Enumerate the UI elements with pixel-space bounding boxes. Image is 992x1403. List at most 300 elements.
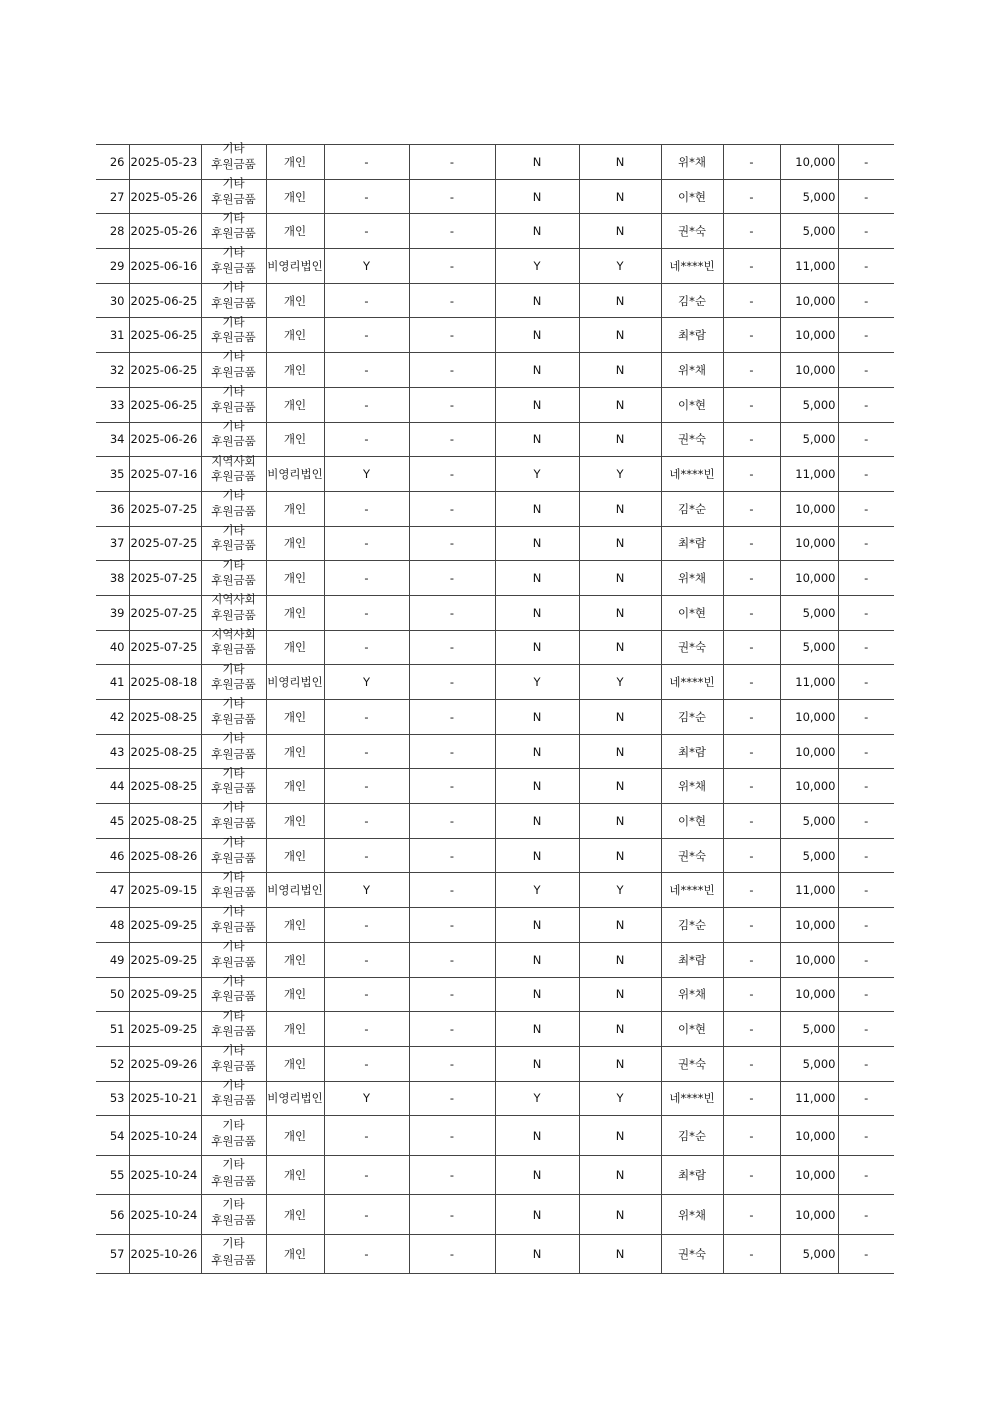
column-10-cell: - xyxy=(723,734,780,769)
column-7-cell: N xyxy=(495,595,579,630)
column-8-cell: N xyxy=(579,595,661,630)
date-cell: 2025-10-21 xyxy=(129,1081,201,1116)
category-line-2: 후원금품 xyxy=(211,1134,256,1148)
column-12-cell: - xyxy=(838,561,894,596)
donor-type-cell: 개인 xyxy=(266,318,324,353)
category-cell xyxy=(201,1077,266,1116)
column-10-cell: - xyxy=(723,804,780,839)
donor-name-cell: 김*순 xyxy=(661,491,723,526)
amount-cell: 5,000 xyxy=(780,387,838,422)
column-8-cell: N xyxy=(579,179,661,214)
category-line-1: 기타 xyxy=(222,488,245,503)
category-line-2: 후원금품 xyxy=(211,503,256,518)
date-cell: 2025-07-25 xyxy=(129,561,201,596)
column-7-cell: N xyxy=(495,1234,579,1274)
column-8-cell: N xyxy=(579,942,661,977)
column-12-cell: - xyxy=(838,491,894,526)
column-12-cell: - xyxy=(838,1195,894,1235)
donor-type-cell: 개인 xyxy=(266,1012,324,1047)
column-8-cell: N xyxy=(579,769,661,804)
donor-type-cell: 개인 xyxy=(266,283,324,318)
column-12-cell: - xyxy=(838,387,894,422)
date-cell: 2025-07-25 xyxy=(129,491,201,526)
column-12-cell: - xyxy=(838,1012,894,1047)
donor-type-cell: 개인 xyxy=(266,630,324,665)
amount-cell: 10,000 xyxy=(780,318,838,353)
category-line-1: 기타 xyxy=(222,1196,245,1211)
category-line-1: 기타 xyxy=(222,349,245,364)
donor-name-cell: 김*순 xyxy=(661,1116,723,1156)
column-5-cell: - xyxy=(324,700,409,735)
category-line-2: 후원금품 xyxy=(211,156,256,171)
category-line-2: 후원금품 xyxy=(211,711,256,726)
table-row xyxy=(96,1234,894,1274)
column-12-cell: - xyxy=(838,179,894,214)
category-cell xyxy=(201,1234,266,1274)
table-row xyxy=(96,630,894,665)
category-line-1: 기타 xyxy=(222,869,245,884)
column-12-cell: - xyxy=(838,526,894,561)
donor-name-cell: 네****빈 xyxy=(661,1081,723,1116)
category-cell xyxy=(201,314,266,353)
donor-type-cell: 개인 xyxy=(266,387,324,422)
donor-type-cell: 개인 xyxy=(266,908,324,943)
column-8-cell: Y xyxy=(579,665,661,700)
category-cell xyxy=(201,731,266,769)
category-line-2: 후원금품 xyxy=(211,642,256,657)
column-6-cell: - xyxy=(409,1155,495,1195)
row-number-cell: 39 xyxy=(96,595,129,630)
category-line-1: 기타 xyxy=(222,696,245,711)
row-number-cell: 42 xyxy=(96,700,129,735)
donor-name-cell: 위*채 xyxy=(661,561,723,596)
donor-name-cell: 권*숙 xyxy=(661,838,723,873)
category-cell xyxy=(201,418,266,457)
column-7-cell: N xyxy=(495,1012,579,1047)
donor-type-cell: 개인 xyxy=(266,942,324,977)
column-12-cell: - xyxy=(838,1155,894,1195)
date-cell: 2025-06-25 xyxy=(129,318,201,353)
column-7-cell: N xyxy=(495,700,579,735)
donor-name-cell: 이*현 xyxy=(661,595,723,630)
amount-cell: 10,000 xyxy=(780,1116,838,1156)
column-12-cell: - xyxy=(838,700,894,735)
column-8-cell: N xyxy=(579,1155,661,1195)
amount-cell: 10,000 xyxy=(780,491,838,526)
column-7-cell: N xyxy=(495,422,579,457)
donor-type-cell: 개인 xyxy=(266,595,324,630)
donor-type-cell: 개인 xyxy=(266,1046,324,1081)
column-10-cell: - xyxy=(723,491,780,526)
column-10-cell: - xyxy=(723,665,780,700)
column-7-cell: N xyxy=(495,908,579,943)
column-5-cell: - xyxy=(324,838,409,873)
category-line-2: 후원금품 xyxy=(211,226,256,241)
amount-cell: 5,000 xyxy=(780,422,838,457)
column-7-cell: N xyxy=(495,179,579,214)
category-line-2: 후원금품 xyxy=(211,989,256,1004)
table-row xyxy=(96,1046,894,1081)
column-6-cell: - xyxy=(409,838,495,873)
donor-type-cell: 비영리법인 xyxy=(266,665,324,700)
category-line-1: 기타 xyxy=(222,245,245,260)
column-8-cell: N xyxy=(579,838,661,873)
category-cell xyxy=(201,453,266,492)
column-7-cell: N xyxy=(495,387,579,422)
column-10-cell: - xyxy=(723,1234,780,1274)
category-line-1: 기타 xyxy=(222,210,245,225)
column-5-cell: - xyxy=(324,214,409,249)
column-10-cell: - xyxy=(723,422,780,457)
donation-table xyxy=(96,141,894,1274)
table-row xyxy=(96,734,894,769)
category-line-1: 기타 xyxy=(222,1157,245,1171)
column-8-cell: N xyxy=(579,561,661,596)
donor-type-cell: 개인 xyxy=(266,1116,324,1156)
table-row xyxy=(96,769,894,804)
donor-type-cell: 개인 xyxy=(266,1155,324,1195)
column-6-cell: - xyxy=(409,1012,495,1047)
column-7-cell: N xyxy=(495,977,579,1012)
donor-type-cell: 개인 xyxy=(266,700,324,735)
row-number-cell: 27 xyxy=(96,179,129,214)
category-line-2: 후원금품 xyxy=(211,191,256,206)
column-7-cell: N xyxy=(495,769,579,804)
column-7-cell: N xyxy=(495,942,579,977)
column-6-cell: - xyxy=(409,942,495,977)
column-5-cell: - xyxy=(324,595,409,630)
column-12-cell: - xyxy=(838,804,894,839)
category-line-2: 후원금품 xyxy=(211,434,256,449)
donor-name-cell: 위*채 xyxy=(661,353,723,388)
column-12-cell: - xyxy=(838,249,894,284)
category-line-1: 기타 xyxy=(222,141,245,156)
row-number-cell: 51 xyxy=(96,1012,129,1047)
amount-cell: 5,000 xyxy=(780,1234,838,1274)
date-cell: 2025-10-24 xyxy=(129,1116,201,1156)
row-number-cell: 45 xyxy=(96,804,129,839)
table-row xyxy=(96,457,894,492)
category-cell xyxy=(201,245,266,284)
row-number-cell: 48 xyxy=(96,908,129,943)
table-row xyxy=(96,1012,894,1047)
amount-cell: 11,000 xyxy=(780,1081,838,1116)
column-8-cell: N xyxy=(579,804,661,839)
donor-type-cell: 개인 xyxy=(266,214,324,249)
column-7-cell: N xyxy=(495,1116,579,1156)
column-10-cell: - xyxy=(723,214,780,249)
category-line-2: 후원금품 xyxy=(211,954,256,969)
column-12-cell: - xyxy=(838,977,894,1012)
column-5-cell: - xyxy=(324,977,409,1012)
category-cell xyxy=(201,176,266,214)
category-cell xyxy=(201,869,266,908)
donor-name-cell: 위*채 xyxy=(661,769,723,804)
row-number-cell: 29 xyxy=(96,249,129,284)
amount-cell: 10,000 xyxy=(780,561,838,596)
date-cell: 2025-06-25 xyxy=(129,283,201,318)
table-row xyxy=(96,1081,894,1116)
column-12-cell: - xyxy=(838,665,894,700)
date-cell: 2025-07-25 xyxy=(129,630,201,665)
column-6-cell: - xyxy=(409,179,495,214)
column-7-cell: N xyxy=(495,804,579,839)
column-8-cell: N xyxy=(579,145,661,180)
column-7-cell: N xyxy=(495,214,579,249)
date-cell: 2025-09-25 xyxy=(129,977,201,1012)
row-number-cell: 50 xyxy=(96,977,129,1012)
column-5-cell: Y xyxy=(324,457,409,492)
column-6-cell: - xyxy=(409,908,495,943)
column-5-cell: Y xyxy=(324,873,409,908)
column-10-cell: - xyxy=(723,908,780,943)
donor-name-cell: 권*숙 xyxy=(661,1046,723,1081)
table-row xyxy=(96,214,894,249)
column-6-cell: - xyxy=(409,491,495,526)
table-row xyxy=(96,526,894,561)
date-cell: 2025-05-26 xyxy=(129,214,201,249)
date-cell: 2025-05-23 xyxy=(129,145,201,180)
donor-name-cell: 최*람 xyxy=(661,942,723,977)
column-6-cell: - xyxy=(409,145,495,180)
category-cell xyxy=(201,522,266,561)
category-line-1: 기타 xyxy=(222,522,245,537)
amount-cell: 5,000 xyxy=(780,838,838,873)
category-cell xyxy=(201,349,266,388)
column-6-cell: - xyxy=(409,1234,495,1274)
column-10-cell: - xyxy=(723,942,780,977)
amount-cell: 10,000 xyxy=(780,769,838,804)
column-10-cell: - xyxy=(723,353,780,388)
date-cell: 2025-06-25 xyxy=(129,387,201,422)
category-line-2: 후원금품 xyxy=(211,538,256,553)
column-6-cell: - xyxy=(409,977,495,1012)
date-cell: 2025-08-25 xyxy=(129,700,201,735)
column-5-cell: - xyxy=(324,630,409,665)
table-row xyxy=(96,908,894,943)
category-line-1: 기타 xyxy=(222,314,245,329)
column-10-cell: - xyxy=(723,457,780,492)
donor-type-cell: 개인 xyxy=(266,526,324,561)
category-line-2: 후원금품 xyxy=(211,850,256,865)
column-6-cell: - xyxy=(409,1195,495,1235)
column-12-cell: - xyxy=(838,1116,894,1156)
amount-cell: 10,000 xyxy=(780,1155,838,1195)
category-line-1: 기타 xyxy=(222,973,245,988)
category-line-1: 기타 xyxy=(222,1043,245,1058)
category-line-2: 후원금품 xyxy=(211,469,256,484)
amount-cell: 10,000 xyxy=(780,145,838,180)
column-7-cell: N xyxy=(495,734,579,769)
category-line-1: 지역사회 xyxy=(211,592,256,607)
column-8-cell: Y xyxy=(579,457,661,492)
row-number-cell: 52 xyxy=(96,1046,129,1081)
column-12-cell: - xyxy=(838,214,894,249)
donor-type-cell: 개인 xyxy=(266,422,324,457)
category-line-1: 기타 xyxy=(222,800,245,815)
donor-type-cell: 개인 xyxy=(266,977,324,1012)
donor-name-cell: 이*현 xyxy=(661,387,723,422)
table-row xyxy=(96,700,894,735)
category-cell xyxy=(201,557,266,596)
column-6-cell: - xyxy=(409,422,495,457)
column-8-cell: N xyxy=(579,1012,661,1047)
date-cell: 2025-09-25 xyxy=(129,942,201,977)
category-cell xyxy=(201,141,266,180)
table-row xyxy=(96,1116,894,1156)
category-cell xyxy=(201,384,266,422)
category-cell xyxy=(201,661,266,700)
category-line-2: 후원금품 xyxy=(211,1093,256,1108)
column-6-cell: - xyxy=(409,249,495,284)
column-5-cell: - xyxy=(324,179,409,214)
column-5-cell: - xyxy=(324,1046,409,1081)
category-line-2: 후원금품 xyxy=(211,781,256,796)
column-8-cell: N xyxy=(579,526,661,561)
column-10-cell: - xyxy=(723,769,780,804)
category-cell xyxy=(201,1195,266,1235)
donor-name-cell: 권*숙 xyxy=(661,214,723,249)
date-cell: 2025-10-26 xyxy=(129,1234,201,1274)
donor-name-cell: 권*숙 xyxy=(661,630,723,665)
column-10-cell: - xyxy=(723,595,780,630)
date-cell: 2025-09-25 xyxy=(129,908,201,943)
row-number-cell: 33 xyxy=(96,387,129,422)
donor-type-cell: 개인 xyxy=(266,353,324,388)
column-7-cell: N xyxy=(495,561,579,596)
column-6-cell: - xyxy=(409,214,495,249)
column-12-cell: - xyxy=(838,873,894,908)
donor-type-cell: 비영리법인 xyxy=(266,457,324,492)
row-number-cell: 46 xyxy=(96,838,129,873)
category-cell xyxy=(201,280,266,318)
column-5-cell: - xyxy=(324,1155,409,1195)
column-6-cell: - xyxy=(409,804,495,839)
table-row xyxy=(96,1195,894,1235)
column-5-cell: - xyxy=(324,1195,409,1235)
amount-cell: 10,000 xyxy=(780,908,838,943)
donor-type-cell: 개인 xyxy=(266,769,324,804)
column-12-cell: - xyxy=(838,1081,894,1116)
donor-name-cell: 이*현 xyxy=(661,804,723,839)
date-cell: 2025-07-25 xyxy=(129,595,201,630)
column-7-cell: N xyxy=(495,283,579,318)
column-8-cell: N xyxy=(579,491,661,526)
date-cell: 2025-08-26 xyxy=(129,838,201,873)
table-row xyxy=(96,665,894,700)
date-cell: 2025-08-25 xyxy=(129,804,201,839)
column-10-cell: - xyxy=(723,387,780,422)
category-cell xyxy=(201,1155,266,1195)
column-5-cell: - xyxy=(324,491,409,526)
row-number-cell: 32 xyxy=(96,353,129,388)
table-row xyxy=(96,804,894,839)
column-12-cell: - xyxy=(838,1234,894,1274)
category-line-1: 기타 xyxy=(222,384,245,399)
category-line-2: 후원금품 xyxy=(211,677,256,692)
column-6-cell: - xyxy=(409,353,495,388)
table-row xyxy=(96,318,894,353)
column-5-cell: - xyxy=(324,526,409,561)
category-line-2: 후원금품 xyxy=(211,746,256,761)
row-number-cell: 28 xyxy=(96,214,129,249)
row-number-cell: 56 xyxy=(96,1195,129,1235)
column-5-cell: - xyxy=(324,318,409,353)
column-6-cell: - xyxy=(409,700,495,735)
category-line-2: 후원금품 xyxy=(211,1213,256,1227)
row-number-cell: 47 xyxy=(96,873,129,908)
column-12-cell: - xyxy=(838,457,894,492)
amount-cell: 11,000 xyxy=(780,249,838,284)
column-10-cell: - xyxy=(723,526,780,561)
amount-cell: 5,000 xyxy=(780,214,838,249)
category-line-2: 후원금품 xyxy=(211,1252,256,1267)
amount-cell: 5,000 xyxy=(780,804,838,839)
donor-type-cell: 개인 xyxy=(266,804,324,839)
category-line-2: 후원금품 xyxy=(211,1024,256,1039)
column-12-cell: - xyxy=(838,734,894,769)
column-12-cell: - xyxy=(838,908,894,943)
column-6-cell: - xyxy=(409,630,495,665)
category-cell xyxy=(201,973,266,1012)
date-cell: 2025-06-16 xyxy=(129,249,201,284)
date-cell: 2025-09-25 xyxy=(129,1012,201,1047)
donor-name-cell: 권*숙 xyxy=(661,422,723,457)
table-row xyxy=(96,145,894,180)
row-number-cell: 55 xyxy=(96,1155,129,1195)
column-7-cell: Y xyxy=(495,873,579,908)
row-number-cell: 43 xyxy=(96,734,129,769)
column-5-cell: - xyxy=(324,387,409,422)
column-6-cell: - xyxy=(409,1081,495,1116)
column-8-cell: N xyxy=(579,353,661,388)
column-6-cell: - xyxy=(409,457,495,492)
column-10-cell: - xyxy=(723,630,780,665)
category-cell xyxy=(201,696,266,735)
column-7-cell: N xyxy=(495,1046,579,1081)
column-10-cell: - xyxy=(723,249,780,284)
date-cell: 2025-08-18 xyxy=(129,665,201,700)
row-number-cell: 26 xyxy=(96,145,129,180)
column-5-cell: - xyxy=(324,769,409,804)
donor-name-cell: 김*순 xyxy=(661,700,723,735)
table-row xyxy=(96,561,894,596)
amount-cell: 10,000 xyxy=(780,734,838,769)
column-6-cell: - xyxy=(409,665,495,700)
donor-name-cell: 최*람 xyxy=(661,526,723,561)
amount-cell: 11,000 xyxy=(780,457,838,492)
donor-name-cell: 위*채 xyxy=(661,977,723,1012)
date-cell: 2025-06-26 xyxy=(129,422,201,457)
column-8-cell: N xyxy=(579,1234,661,1274)
column-5-cell: - xyxy=(324,561,409,596)
row-number-cell: 44 xyxy=(96,769,129,804)
column-8-cell: Y xyxy=(579,1081,661,1116)
column-6-cell: - xyxy=(409,526,495,561)
column-12-cell: - xyxy=(838,838,894,873)
column-6-cell: - xyxy=(409,283,495,318)
table-row xyxy=(96,977,894,1012)
column-12-cell: - xyxy=(838,1046,894,1081)
donor-type-cell: 개인 xyxy=(266,1234,324,1274)
row-number-cell: 36 xyxy=(96,491,129,526)
column-6-cell: - xyxy=(409,561,495,596)
category-line-1: 기타 xyxy=(222,661,245,676)
category-line-1: 기타 xyxy=(222,939,245,954)
column-7-cell: Y xyxy=(495,249,579,284)
category-cell xyxy=(201,1043,266,1081)
column-10-cell: - xyxy=(723,1012,780,1047)
